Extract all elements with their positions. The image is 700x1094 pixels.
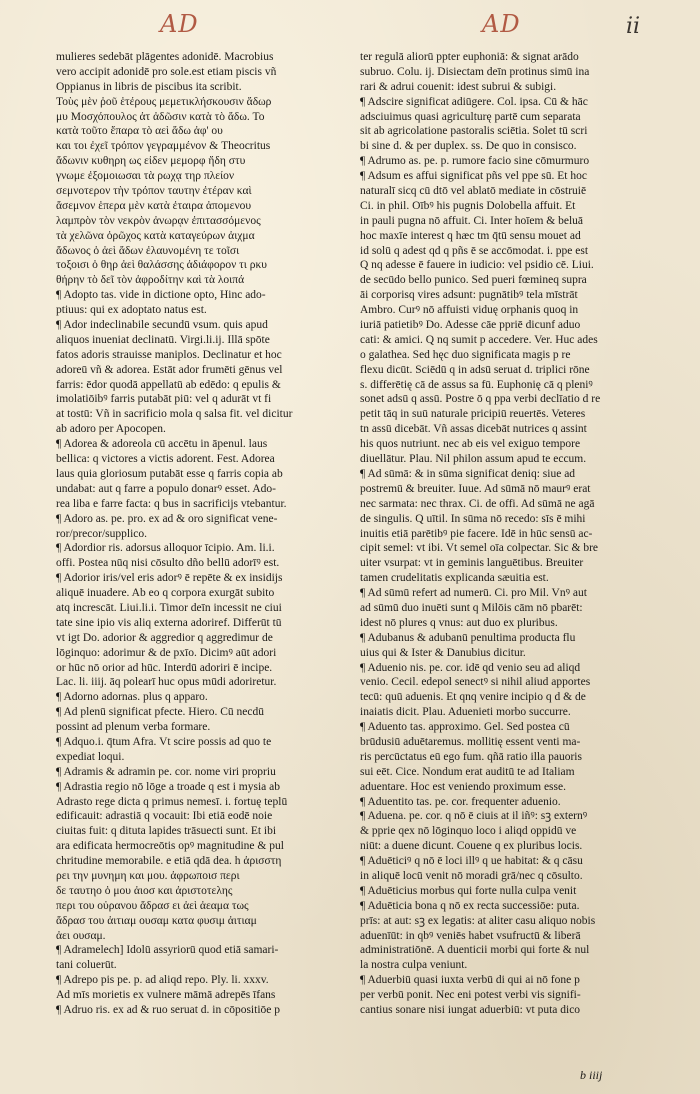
- text-line: ¶ Adubanus & adubanū penultima producta flu: [360, 631, 576, 644]
- text-line: mulieres sedebāt plāgentes adonidē. Macrobius: [56, 51, 274, 63]
- text-line: ad sūmū duo inuēti sunt q Milōis cām nō pbarēt:: [360, 601, 583, 614]
- text-line: adsciuimus quasi agriculturę partē cum separata: [360, 110, 581, 123]
- text-line: venio. Cecil. edepol senectꝰ si nihil aliud apportes: [360, 676, 591, 689]
- text-line: σεμνοτερον τὴν τρόπον ταυτην ἐτέραν καὶ: [56, 185, 252, 198]
- text-line: λαμπρὸν τὸν νεκρὸν ἀνωρᾳν ἐπιτασσόμενος: [56, 214, 261, 227]
- text-line: possint ad plenum verba formare.: [56, 721, 211, 734]
- text-line: ¶ Adrastia regio nō lōge a troade q est i mysia ab: [56, 780, 280, 793]
- text-line: administratiōnē. A duenticii morbi qui forte & nul: [360, 944, 590, 957]
- text-line: bi sine d. & per duplex. ss. De quo in consisco.: [360, 140, 577, 153]
- text-line: undabat: aut q farre a populo donarꝰ esset. Ado-: [56, 482, 276, 495]
- text-line: naturalī sicq cū dtō vel ablatō mediate in cōstruiē: [360, 185, 587, 198]
- text-line: aduenīūt: in qbꝰ veniēs habet vsufructū & liberā: [360, 929, 581, 942]
- text-line: ἀει ουσαμ.: [56, 929, 106, 942]
- text-line: āi corporisq vires adsunt: pugnātibꝰ tela mīstrāt: [360, 289, 578, 302]
- text-line: tecū: quū aduenis. Et qnq venire incipio q d & de: [360, 691, 586, 704]
- text-line: cantius sonare nisi iungat aduerbiū: vt puta dico: [360, 1004, 581, 1016]
- text-line: ἄδωνιν κυθηρη ως εἰδεν μεμορφ ἥδη στυ: [56, 155, 246, 168]
- text-line: bellica: q victores a victis adorent. Fest. Adorea: [56, 453, 275, 466]
- text-line: chritudine memorabile. e etiā qdā dea. h ἀρισστη: [56, 855, 282, 868]
- text-line: vt igt Do. adorior & aggredior q aggredimur de: [56, 631, 273, 644]
- text-line: Ci. in phil. Oībꝰ his pugnis Dolobella affuit. Et: [360, 199, 576, 212]
- text-line: ¶ Ad sūmā: & in sūma significat deniq: siue ad: [360, 467, 576, 480]
- text-line: farris: ēdor quodā appellatū ab edēdo: q epulis &: [56, 378, 281, 391]
- text-line: ¶ Adrepo pis pe. p. ad aliqd repo. Ply. li. xxxv.: [56, 974, 269, 987]
- text-line: ¶ Aduena. pe. cor. q nō ē ciuis at il iñꝰ: sꝫ externꝰ: [360, 810, 588, 823]
- text-line: s. differētię cā de assus sa fū. Euphonię cā q pleniꝰ: [360, 378, 593, 391]
- text-line: in pauli pugna nō affuit. Ci. Inter hoīem & beluā: [360, 214, 584, 227]
- text-line: uiter vsurpat: vt in geminis languētibus. Breuiter: [360, 557, 584, 570]
- text-line: Oppianus in libris de piscibus ita scribit.: [56, 80, 242, 93]
- text-line: ἄδωνος ὁ ἀεὶ ἄδων ἐλαυνομένη τε τοῖσι: [56, 244, 240, 257]
- text-line: ¶ Adramelech] Idolū assyriorū quod etiā samari-: [56, 944, 279, 957]
- text-line: ¶ Aduēticia bona q nō ex recta successiōe: puta.: [360, 899, 580, 912]
- running-head-left: AD: [160, 10, 199, 38]
- text-line: edificauit: adrastiā q vocauit: Ibi etiā eodē noie: [56, 810, 273, 823]
- text-line: δε ταυτηο ὁ μου ἀιοσ και ἀριστοτελης: [56, 884, 233, 897]
- text-line: ter regulā aliorū ppter euphoniā: & signat arādo: [360, 51, 579, 63]
- text-line: ¶ Adramis & adramin pe. cor. nome viri propriu: [56, 765, 276, 778]
- text-line: sonet adsū q assū. Postre ō q ppa verbi declīatio d re: [360, 393, 601, 406]
- text-line: ¶ Aduerbiū quasi iuxta verbū di qui ai nō fone p: [360, 974, 580, 987]
- text-line: o galathea. Sed hęc duo significata magis p re: [360, 348, 571, 361]
- text-line: Ambro. Curꝰ nō affuisti viduę orphanis quoq in: [360, 304, 579, 317]
- text-line: diuellātur. Plau. Nil philon assum apud te eccum.: [360, 453, 587, 466]
- text-line: ciuitas fuit: q dituta lapides trāsuecti sunt. Et ibi: [56, 825, 277, 838]
- text-line: cipit semel: vt ibi. Vt semel oīa colpectar. Sic & bre: [360, 542, 599, 555]
- text-line: tn assū dicebāt. Vñ assas dicebāt nutrices q assint: [360, 423, 587, 436]
- signature-mark: b iiij: [580, 1068, 603, 1082]
- text-line: laus quia gloriosum putabāt esse q farris copia ab: [56, 467, 283, 480]
- text-line: iuriā patietibꝰ Do. Adesse cāe ppriē dicunf aduo: [360, 319, 581, 332]
- text-line: niūt: a duene dicunt. Couene q ex pluribus locis.: [360, 840, 583, 853]
- text-line: vero accipit adonidē pro sole.est etiam piscis vñ: [56, 65, 277, 78]
- text-line: tani coluerūt.: [56, 959, 117, 972]
- text-line: cati: & amici. Q nq sumit p accedere. Ver. Huc ades: [360, 333, 598, 346]
- text-line: Adrasto rege dicta q primus nemesī. i. fortuę teplū: [56, 795, 288, 808]
- text-line: or hūc nō orior ad hūc. Interdū adoriri ē incipe.: [56, 661, 273, 674]
- text-line: inaiatis dicit. Plau. Aduenieti morbo succurre.: [360, 706, 571, 719]
- left-text-column: [56, 50, 340, 1018]
- text-line: ¶ Ad sūmū refert ad numerū. Ci. pro Mil. Vnꝰ aut: [360, 587, 587, 600]
- text-line: ¶ Adrumo as. pe. p. rumore facio sine cōmurmuro: [360, 155, 590, 168]
- text-line: brūdusiū aduētaremus. mollitię essent venti ma-: [360, 735, 581, 748]
- text-line: ¶ Adscire significat adiūgere. Col. ipsa. Cū & hāc: [360, 95, 588, 108]
- text-line: ¶ Aduēticius morbus qui forte nulla culpa venit: [360, 884, 577, 897]
- text-line: lōginquo: adorimur & de pxīo. Dicimꝰ aūt adori: [56, 646, 277, 659]
- text-line: la nostra culpa veniunt.: [360, 959, 468, 972]
- text-line: ara edificata hermocreōtis opꝰ magnitudine & pul: [56, 840, 284, 853]
- text-line: imolatiōibꝰ farris putabāt piū: vel q adurāt vt fi: [56, 393, 272, 406]
- text-line: ¶ Adoro as. pe. pro. ex ad & oro significat vene-: [56, 512, 278, 525]
- text-line: prīs: at aut: sꝫ ex legatis: at aliter casu aliquo nobis: [360, 914, 596, 927]
- text-line: ¶ Ad plenū significat pfecte. Hiero. Cū necdū: [56, 706, 264, 719]
- text-line: ptiuus: qui ex adoptato natus est.: [56, 304, 207, 317]
- text-line: ¶ Adquo.i. q̄tum Afra. Vt scire possis ad quo te: [56, 735, 272, 748]
- text-line: his quos nutriunt. nec ab eis vel exiguo tempore: [360, 438, 581, 451]
- text-line: Ad mīs morietis ex vulnere māmā adrepēs īfans: [56, 989, 276, 1002]
- text-line: ¶ Adorea & adoreola cū accētu in āpenul. laus: [56, 438, 268, 451]
- text-line: ¶ Adsum es affui significat pñs vel ppe sū. Et hoc: [360, 170, 587, 183]
- text-line: sui eēt. Cice. Nondum erat auditū te ad Italiam: [360, 765, 575, 778]
- text-line: θήρην τὸ δεῖ τὸν ἀφροδίτην καὶ τὰ λοιπά: [56, 274, 245, 287]
- text-line: ¶ Adopto tas. vide in dictione opto, Hinc ado-: [56, 289, 266, 302]
- text-line: ¶ Ador indeclinabile secundū vsum. quis apud: [56, 319, 268, 332]
- text-line: sit ab agricolatione pastoralis sciētia. Solet tū scri: [360, 125, 588, 138]
- text-line: Q nq adesse ē fauere in iudicio: vel psidio cē. Liui.: [360, 259, 594, 272]
- text-line: idest nō plures q vnus: aut duo ex pluribus.: [360, 616, 558, 629]
- text-line: ¶ Aduēticiꝰ q nō ē loci illꝰ q ue habitat: & q cāsu: [360, 855, 583, 868]
- right-text-column: [360, 50, 642, 1018]
- text-line: γνωμε ἐξομοιωσαι τὰ ρωχᾳ τηρ πλείον: [56, 170, 235, 183]
- text-line: de secūdo bello punico. Sed pueri fœmineq supra: [360, 274, 587, 287]
- text-line: ρει την μυνημη και μου. ἀφρωποισ περι: [56, 869, 240, 882]
- text-line: fatos adoris strauisse maniplos. Declinatur et hoc: [56, 348, 282, 361]
- running-head-right: AD: [482, 10, 521, 38]
- text-line: rea liba e farre facta: q bus in sacrificijs vtebantur.: [56, 497, 287, 510]
- text-line: rari & adrui couenit: idest subrui & subigi.: [360, 80, 557, 93]
- text-line: τὰ χελῶνα ὀρῶχος κατὰ καταγεύρων ἀιχμα: [56, 229, 255, 242]
- text-line: flexu dicūt. Sciēdū q in adsū seruat d. triplici rōne: [360, 363, 590, 376]
- text-line: nec sarmata: nec thrax. Ci. de offi. Ad sūmā ne agā: [360, 497, 595, 510]
- folio-number: ii: [626, 14, 641, 39]
- text-line: & pprie qex nō lōginquo loco i aliqd oppidū ve: [360, 825, 577, 838]
- text-line: και τοι ἐχεῖ τρόπον γεγραμμένον & Theocritus: [56, 140, 271, 153]
- text-line: inuitis etiā parētibꝰ pie facere. Idē in hūc sensū ac-: [360, 527, 593, 540]
- text-line: ris percūctatus eū ego fum. qñā ratio illa pauoris: [360, 750, 582, 763]
- text-line: ¶ Adorno adornas. plus q apparo.: [56, 691, 208, 704]
- text-line: ror/precor/supplico.: [56, 527, 148, 540]
- text-line: at tostū: Vñ in sacrificio mola q salsa fit. vel dicitur: [56, 408, 293, 421]
- text-line: περι του οὐρανου ἄδρασ ει ἀεὶ ἀεαμα τως: [56, 899, 249, 912]
- text-line: in aliquē locū venit nō moradi grā/nec q cōsulto.: [360, 869, 583, 882]
- text-line: aduentare. Hoc est veniendo proximum esse.: [360, 780, 566, 793]
- text-line: Τοὺς μὲν ῥοῦ ἑτέρους μεμετικλήσκουσιν ἄδωρ: [56, 95, 272, 108]
- text-line: offi. Postea nūq nisi cōsulto dño bellū adorīꝰ est.: [56, 557, 280, 570]
- text-line: ¶ Adorior iris/vel eris adorꝰ ē repēte & ex insidijs: [56, 572, 283, 585]
- text-line: Lac. li. iiij. āq polearī huc opus mūdi adoriretur.: [56, 676, 277, 689]
- text-line: hoc maxīe interest q hæc tm q̄tū sensu mouet ad: [360, 229, 581, 242]
- text-line: ¶ Aduentito tas. pe. cor. frequenter aduenio.: [360, 795, 561, 808]
- text-line: aliquos inueniat declinatū. Virgi.li.ij. Illā spōte: [56, 333, 270, 346]
- text-line: ¶ Adordior ris. adorsus alloquor īcipio. Am. li.i.: [56, 542, 275, 555]
- text-line: ἄδρασ του ἀιτιαμ ουσαμ κατα φυσιμ ἀιτιαμ: [56, 914, 257, 927]
- text-line: ¶ Adruo ris. ex ad & ruo seruat d. in cōpositiōe p: [56, 1004, 280, 1016]
- text-line: κατὰ τοῦτο ἔπαρα τὸ αεὶ ἄδω ἀφ' ου: [56, 125, 223, 138]
- text-line: uius qui & Ister & Danubius dicitur.: [360, 646, 526, 659]
- text-line: ab adoro per Apocopen.: [56, 423, 166, 436]
- text-line: petit tāq in suū naturale pricipiū reuertēs. Veteres: [360, 408, 586, 421]
- text-line: ¶ Aduenio nis. pe. cor. idē qd venio seu ad aliqd: [360, 661, 581, 674]
- text-line: tamen crudelitatis explicanda sæuitia est.: [360, 572, 549, 585]
- text-line: aliquē inuadere. Ab eo q corpora exurgāt subito: [56, 587, 275, 600]
- text-line: ἄσεμνον ἑπερα μὲν κατὰ ἐταιρα ἀπομενου: [56, 199, 252, 212]
- text-line: τοξοισι ὁ θηρ ἀεὶ θαλάσσης ἀδιάφορον τι ρκυ: [56, 259, 267, 272]
- text-line: ¶ Aduento tas. approximo. Gel. Sed postea cū: [360, 721, 570, 734]
- text-line: de singulis. Q uītil. In sūma nō recedo: sīs ē mihi: [360, 512, 586, 525]
- text-line: postremū & breuiter. Iuue. Ad sūmā nō maurꝰ erat: [360, 482, 591, 495]
- text-line: id solū q adest qd q pñs ē se accōmodat. i. ppe est: [360, 244, 589, 257]
- text-line: expediat loqui.: [56, 750, 125, 763]
- text-line: per verbū ponit. Nec eni potest verbi vis signifi-: [360, 989, 581, 1002]
- text-line: atq increscāt. Liui.li.i. Timor deīn incessit ne ciui: [56, 601, 282, 614]
- text-line: tate sine ipio vis aliq externa adoriref. Differūt tū: [56, 616, 282, 629]
- text-line: adoreū vñ & adorea. Estāt ador frumēti gēnus vel: [56, 363, 283, 376]
- text-line: subruo. Colu. ij. Disiectam deīn protinus simū ina: [360, 65, 590, 78]
- text-line: μυ Μοσχόπουλος ἀτ ἀδῶσιν κατὰ τὸ ἄδω. Το: [56, 110, 265, 123]
